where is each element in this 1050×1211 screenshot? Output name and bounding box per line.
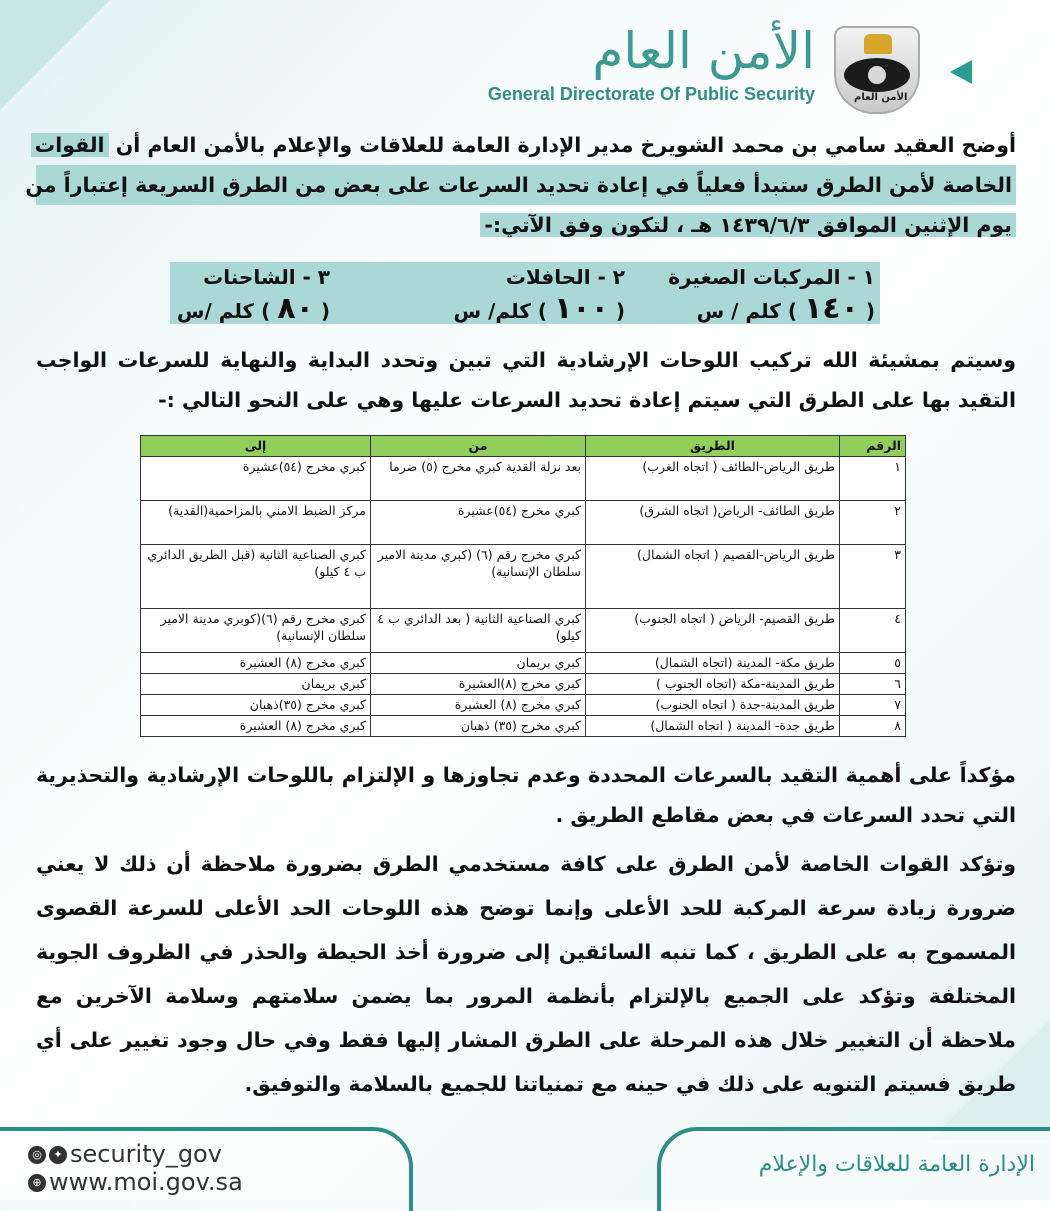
table-row (141, 501, 906, 545)
speed-trucks: ٣ - الشاحنات ( ٨٠ ) كلم /س (177, 262, 330, 328)
cell-to: كبري مخرج (٣٥)ذهبان (141, 695, 371, 716)
cell-from: بعد نزلة القدية كبري مخرج (٥) ضرما (371, 457, 586, 501)
cell-to: كبري الصناعية الثانية (قبل الطريق الدائري ب ٤ كيلو) (141, 545, 371, 609)
social-handle[interactable]: security_gov (70, 1140, 222, 1168)
table-row (141, 457, 906, 501)
website-link[interactable]: www.moi.gov.sa (49, 1168, 243, 1196)
header-number: الرقم (840, 436, 906, 457)
header-to: إلى (141, 436, 371, 457)
cell-number: ١ (840, 457, 906, 501)
cell-from: كبري مخرج (٨)العشيرة (371, 674, 586, 695)
emphasis-paragraph (36, 755, 1016, 835)
cell-road: طريق الرياض-القصيم ( اتجاه الشمال) (586, 545, 840, 609)
public-security-logo (834, 26, 920, 114)
text-line: ضرورة زيادة سرعة المركبة للحد الأعلى وإنما توضح هذه اللوحات الحد الأعلى للسرعة القصوى (36, 896, 1016, 920)
cell-from: كبري مخرج (٨) العشيرة (371, 695, 586, 716)
closing-paragraph (36, 842, 1016, 1106)
cell-number: ٢ (840, 501, 906, 545)
cell-road: طريق الطائف- الرياض( اتجاه الشرق) (586, 501, 840, 545)
speed-unit: كلم / س (696, 299, 781, 323)
cell-from: كبري بريمان (371, 653, 586, 674)
speed-unit: كلم /س (176, 299, 255, 323)
decor-corner (0, 0, 110, 110)
cell-road: طريق الرياض-الطائف ( اتجاه الغرب) (586, 457, 840, 501)
table-row (141, 695, 906, 716)
globe-icon: ⊕ (28, 1174, 46, 1192)
signs-paragraph (36, 340, 1016, 420)
speed-label: ١ - المركبات الصغيرة (668, 265, 875, 289)
speed-value: ٨٠ (277, 291, 314, 326)
text-line: وتؤكد القوات الخاصة لأمن الطرق على كافة مستخدمي الطرق بضرورة ملاحظة أن ذلك لا يعني (36, 852, 1016, 876)
table-row (141, 545, 906, 609)
table-row (141, 653, 906, 674)
cell-from: كبري مخرج رقم (٦) (كبري مدينة الامير سلطان الإنسانية) (371, 545, 586, 609)
eye-emblem (844, 58, 910, 92)
cell-from: كبري مخرج (٥٤)عشيرة (371, 501, 586, 545)
speed-buses: ٢ - الحافلات ( ١٠٠ ) كلم/ س (454, 262, 625, 328)
department-name: الإدارة العامة للعلاقات والإعلام (758, 1152, 1035, 1177)
intro-line: أوضح العقيد سامي بن محمد الشويرخ مدير الإدارة العامة للعلاقات والإعلام بالأمن العام أن (115, 133, 1016, 157)
text-line: وسيتم بمشيئة الله تركيب اللوحات الإرشادية التي تبين وتحدد البداية والنهاية للسرعات الواجب (36, 348, 1016, 372)
cell-number: ٥ (840, 653, 906, 674)
cell-to: كبري مخرج (٨) العشيرة (141, 653, 371, 674)
intro-line: الخاصة لأمن الطرق ستبدأ فعلياً في إعادة تحديد السرعات على بعض من الطرق السريعة إعتباراً من (36, 165, 1016, 205)
intro-paragraph (25, 125, 1016, 245)
cell-to: كبري بريمان (141, 674, 371, 695)
instagram-icon[interactable]: ◎ (28, 1146, 46, 1164)
cell-to: كبري مخرج (٥٤)عشيرة (141, 457, 371, 501)
text-line: التقيد بها على الطرق التي سيتم إعادة تحديد السرعات عليها وهي على النحو التالي :- (158, 388, 1016, 412)
speed-unit: كلم/ س (453, 299, 531, 323)
table-row (141, 674, 906, 695)
text-line: طريق فسيتم التنويه على ذلك في حينه مع تمنياتنا للجميع بالسلامة والتوفيق. (244, 1072, 1016, 1096)
title-english: General Directorate Of Public Security (487, 84, 815, 104)
table-header-row (141, 436, 906, 457)
cell-to: كبري مخرج (٨) العشيرة (141, 716, 371, 737)
table-row (141, 716, 906, 737)
intro-highlight: القوات (31, 133, 109, 157)
text-line: مؤكداً على أهمية التقيد بالسرعات المحددة وعدم تجاوزها و الإلتزام باللوحات الإرشادية والتحذيرية (36, 763, 1016, 787)
cell-from: كبري مخرج (٣٥) ذهبان (371, 716, 586, 737)
cell-number: ٣ (840, 545, 906, 609)
cell-road: طريق المدينة-جدة ( اتجاه الجنوب) (586, 695, 840, 716)
text-line: التي تحدد السرعات في بعض مقاطع الطريق . (555, 803, 1016, 827)
text-line: ملاحظة أن التغيير خلال هذه المرحلة على الطرق المشار إليها فقط وفي حال وجود تغيير على أي (36, 1028, 1016, 1052)
cell-to: مركز الضبط الامني بالمزاحمية(القدية) (141, 501, 371, 545)
header-road: الطريق (586, 436, 840, 457)
cell-road: طريق مكة- المدينة (اتجاه الشمال) (586, 653, 840, 674)
cell-number: ٧ (840, 695, 906, 716)
intro-line: يوم الإثنين الموافق ١٤٣٩/٦/٣ هـ ، لتكون وفق الآتي:- (480, 213, 1016, 237)
cell-number: ٤ (840, 609, 906, 653)
arrow-icon (950, 60, 972, 84)
text-line: المختلفة وتؤكد على الجميع بالإلتزام بأنظمة المرور بما يضمن سلامتهم وسلامة الآخرين مع (36, 984, 1016, 1008)
cell-road: طريق المدينة-مكة (اتجاه الجنوب ) (586, 674, 840, 695)
cell-road: طريق القصيم- الرياض ( اتجاه الجنوب) (586, 609, 840, 653)
cell-from: كبري الصناعية الثانية ( بعد الدائري ب ٤ كيلو) (371, 609, 586, 653)
speed-label: ٢ - الحافلات (505, 265, 625, 289)
logo-text: الأمن العام (854, 92, 908, 103)
header (487, 22, 990, 112)
title-arabic: الأمن العام (592, 22, 815, 80)
text-line: المسموح به على الطريق ، كما تنبه السائقين إلى ضرورة أخذ الحيطة والحذر في الظروف الجوية (36, 940, 1016, 964)
cell-number: ٦ (840, 674, 906, 695)
speed-limits (170, 262, 880, 324)
social-links (28, 1140, 243, 1196)
roads-table (140, 435, 906, 737)
table-row (141, 609, 906, 653)
cell-to: كبري مخرج رقم (٦)(كوبري مدينة الامير سلطان الإنسانية) (141, 609, 371, 653)
speed-label: ٣ - الشاحنات (203, 265, 330, 289)
cell-number: ٨ (840, 716, 906, 737)
speed-value: ١٠٠ (553, 291, 609, 326)
header-from: من (371, 436, 586, 457)
cell-road: طريق جدة- المدينة ( اتجاه الشمال) (586, 716, 840, 737)
speed-value: ١٤٠ (803, 291, 859, 326)
crown-icon (864, 34, 892, 54)
twitter-icon[interactable]: ✦ (49, 1146, 67, 1164)
speed-small-vehicles: ١ - المركبات الصغيرة ( ١٤٠ ) كلم / س (668, 262, 875, 328)
